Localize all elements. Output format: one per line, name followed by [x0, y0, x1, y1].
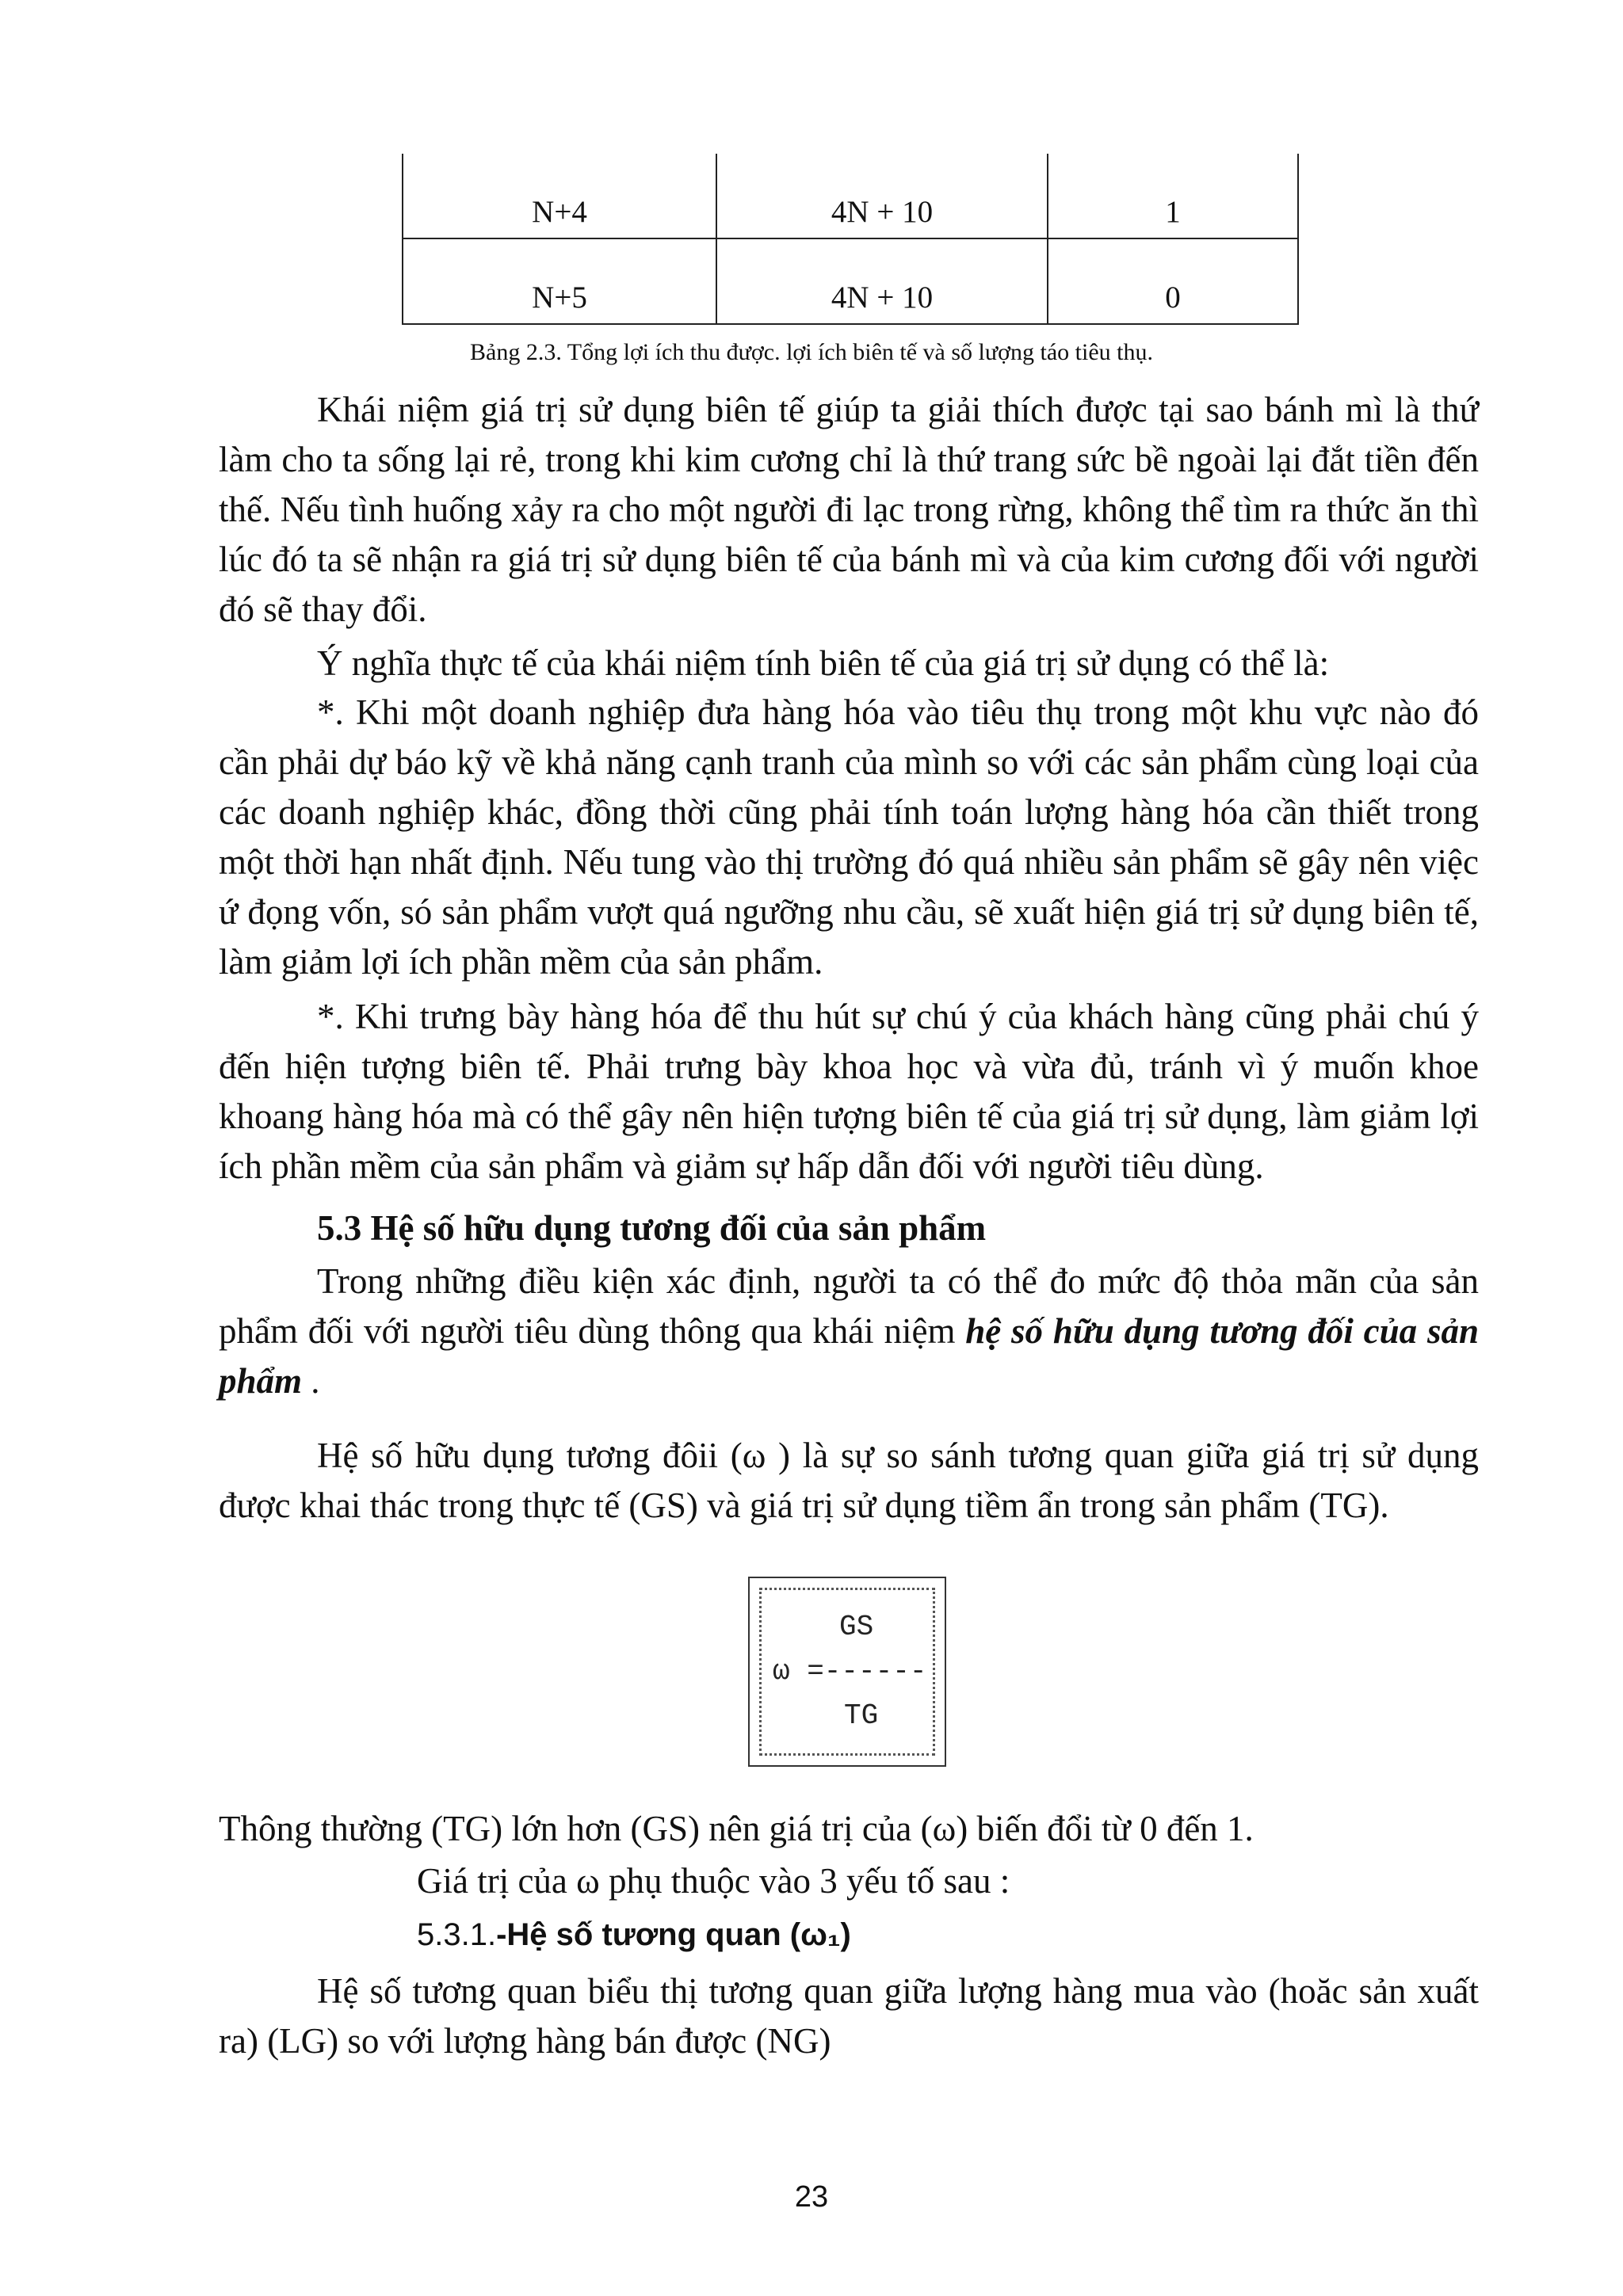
formula-box: [748, 1577, 946, 1767]
paragraph-omega-range: Thông thường (TG) lớn hơn (GS) nên giá trị của (ω) biến đổi từ 0 đến 1.: [219, 1809, 1254, 1848]
data-table: [402, 154, 1299, 325]
page-number: 23: [794, 2180, 829, 2214]
paragraph-correlation-coefficient: Hệ số tương quan biểu thị tương quan giữa lượng hàng mua vào (hoăc sản xuất ra) (LG) so với lượng hàng bán được (NG): [219, 1971, 1479, 2061]
formula-fraction-line: ω =------: [773, 1655, 927, 1688]
subsection-number: 5.3.1.: [417, 1917, 497, 1952]
table-cell: 0: [1048, 238, 1298, 324]
subsection-heading-5-3-1: [417, 1917, 851, 1953]
formula-denominator: TG: [844, 1699, 879, 1732]
paragraph-omega-factors: Giá trị của ω phụ thuộc vào 3 yếu tố sau :: [417, 1861, 1010, 1901]
paragraph-bullet-display: *. Khi trưng bày hàng hóa để thu hút sự chú ý của khách hàng cũng phải chú ý đến hiện tượng biên tế. Phải trưng bày khoa học và vừa đủ, tránh vì ý muốn khoe khoang hàng hóa mà có thể gây nên hiện tượng biên tế của giá trị sử dụng, làm giảm lợi ích phần mềm của sản phẩm và giảm sự hấp dẫn đối với người tiêu dùng.: [219, 997, 1479, 1186]
text-run: .: [302, 1361, 320, 1401]
paragraph-practical-meaning: Ý nghĩa thực tế của khái niệm tính biên tế của giá trị sử dụng có thể là:: [317, 643, 1330, 683]
subsection-title: -Hệ số tương quan (ω₁): [496, 1917, 851, 1952]
table-caption: Bảng 2.3. Tổng lợi ích thu được. lợi ích biên tế và số lượng táo tiêu thụ.: [470, 339, 1153, 365]
table-cell: N+5: [403, 238, 716, 324]
formula-numerator: GS: [839, 1611, 874, 1643]
paragraph-bullet-enterprise: *. Khi một doanh nghiệp đưa hàng hóa vào tiêu thụ trong một khu vực nào đó cần phải dự báo kỹ về khả năng cạnh tranh của mình so với các sản phẩm cùng loại của các doanh nghiệp khác, đồng thời cũng phải tính toán lượng hàng hóa cần thiết trong một thời hạn nhất định. Nếu tung vào thị trường đó quá nhiều sản phẩm sẽ gây nên việc ứ đọng vốn, só sản phẩm vượt quá ngưỡng nhu cầu, sẽ xuất hiện giá trị sử dụng biên tế, làm giảm lợi ích phần mềm của sản phẩm.: [219, 692, 1479, 982]
table-cell: 1: [1048, 154, 1298, 238]
table-row: [403, 154, 1298, 238]
formula-frame: [759, 1588, 935, 1756]
section-heading-5-3: 5.3 Hệ số hữu dụng tương đối của sản phẩm: [317, 1208, 987, 1248]
table-cell: 4N + 10: [716, 154, 1048, 238]
paragraph-relative-utility-intro: [219, 1257, 1479, 1406]
table-cell: 4N + 10: [716, 238, 1048, 324]
paragraph-marginal-value: Khái niệm giá trị sử dụng biên tế giúp ta giải thích được tại sao bánh mì là thứ làm cho ta sống lại rẻ, trong khi kim cương chỉ là thứ trang sức bề ngoài lại đắt tiền đến thế. Nếu tình huống xảy ra cho một người đi lạc trong rừng, không thể tìm ra thức ăn thì lúc đó ta sẽ nhận ra giá trị sử dụng biên tế của bánh mì và của kim cương đối với người đó sẽ thay đổi.: [219, 390, 1479, 629]
table-cell: N+4: [403, 154, 716, 238]
paragraph-relative-utility-definition: Hệ số hữu dụng tương đôii (ω ) là sự so sánh tương quan giữa giá trị sử dụng được khai thác trong thực tế (GS) và giá trị sử dụng tiềm ẩn trong sản phẩm (TG).: [219, 1436, 1479, 1525]
table-row: [403, 238, 1298, 324]
text-run: Trong những điều kiện xác định, người ta có thể đo mức độ thỏa mãn của sản phẩm đối với người tiêu dùng thông qua khái niệm: [219, 1261, 1479, 1351]
emphasis-term: hệ số hữu dụng tương đối của sản phẩm: [219, 1311, 1479, 1401]
